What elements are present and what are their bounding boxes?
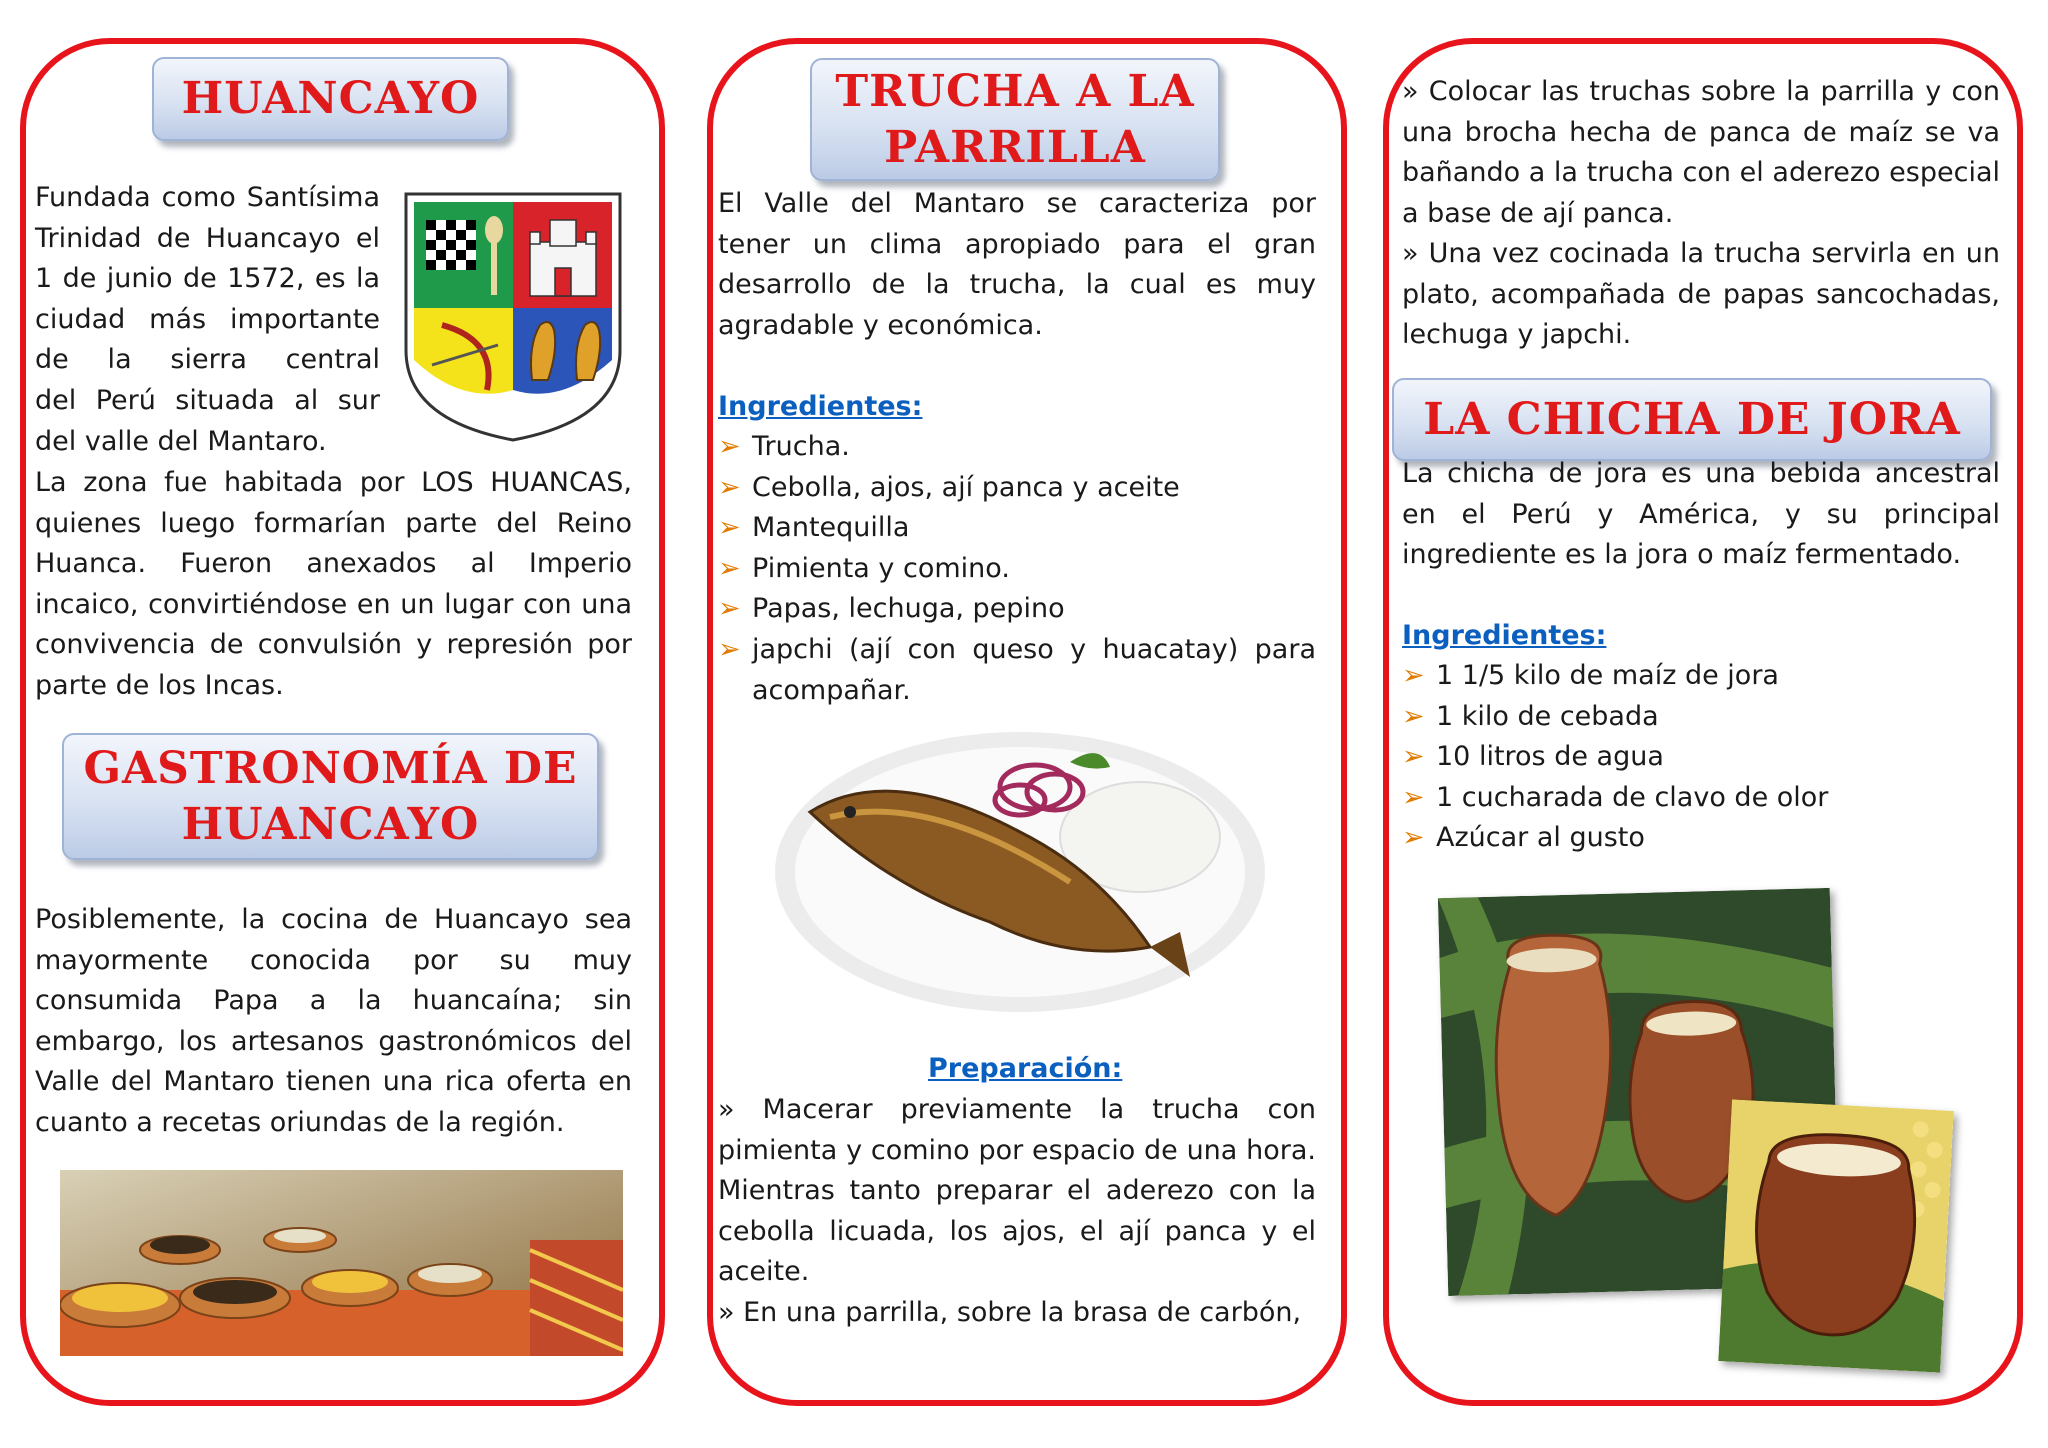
bullet-arrow-icon: ➢: [718, 633, 741, 665]
title-trucha: TRUCHA A LA PARRILLA: [810, 58, 1220, 181]
title-gastronomia: GASTRONOMÍA DE HUANCAYO: [62, 733, 599, 860]
preparation-step-1: » Macerar previamente la trucha con pimienta y comino por espacio de una hora. Mientras tanto preparar el aderezo con la cebolla licuada, los ajos, el ají panca y el aceite.: [718, 1094, 1316, 1288]
bullet-arrow-icon: ➢: [1402, 700, 1425, 732]
list-item: ➢ 1 kilo de cebada: [1402, 697, 2000, 738]
bullet-arrow-icon: ➢: [718, 552, 741, 584]
list-item: ➢ 1 cucharada de clavo de olor: [1402, 778, 2000, 819]
grilled-trout-photo: [770, 722, 1270, 1022]
list-item: ➢ Pimienta y comino.: [718, 549, 1316, 590]
bullet-arrow-icon: ➢: [1402, 741, 1425, 773]
title-chicha: LA CHICHA DE JORA: [1392, 378, 1992, 461]
bullet-arrow-icon: ➢: [1402, 822, 1425, 854]
preparation-heading: Preparación:: [928, 1053, 1123, 1084]
list-item: ➢ Cebolla, ajos, ají panca y aceite: [718, 468, 1316, 509]
list-item: ➢ Azúcar al gusto: [1402, 818, 2000, 859]
bullet-arrow-icon: ➢: [718, 593, 741, 625]
preparation-step-2: » En una parrilla, sobre la brasa de carbón,: [718, 1297, 1302, 1328]
list-item: ➢ Trucha.: [718, 427, 1316, 468]
trucha-intro: El Valle del Mantaro se caracteriza por tener un clima apropiado para el gran desarrollo de la trucha, la cual es muy agradable y económica.: [718, 188, 1316, 341]
list-item: ➢ 1 1/5 kilo de maíz de jora: [1402, 656, 2000, 697]
title-huancayo: HUANCAYO: [152, 57, 509, 141]
chicha-glass-photo: [1718, 1099, 1953, 1372]
preparation-cont-step-1: » Colocar las truchas sobre la parrilla y con una brocha hecha de panca de maíz se va bañando a la trucha con el aderezo especial a base de ají panca.: [1402, 76, 2000, 229]
ingredients-heading-trucha: Ingredientes:: [718, 391, 923, 422]
buffet-photo: [60, 1170, 623, 1356]
list-item: ➢ 10 litros de agua: [1402, 737, 2000, 778]
bullet-arrow-icon: ➢: [718, 512, 741, 544]
list-item: ➢ Mantequilla: [718, 508, 1316, 549]
ingredients-list-chicha: [1402, 656, 2000, 859]
preparation-cont-step-2: » Una vez cocinada la trucha servirla en un plato, acompañada de papas sancochadas, lechuga y japchi.: [1402, 238, 2000, 351]
bullet-arrow-icon: ➢: [718, 471, 741, 503]
list-item: ➢ japchi (ají con queso y huacatay) para acompañar.: [718, 630, 1316, 711]
chicha-intro: La chicha de jora es una bebida ancestral en el Perú y América, y su principal ingrediente es la jora o maíz fermentado.: [1402, 458, 2000, 571]
intro-paragraph: Fundada como Santísima Trinidad de Huancayo el 1 de junio de 1572, es la ciudad más importante de la sierra central del Perú situada al sur del valle del Mantaro.: [35, 182, 380, 457]
list-item: ➢ Papas, lechuga, pepino: [718, 589, 1316, 630]
coat-of-arms-image: [402, 190, 624, 444]
ingredients-list-trucha: [718, 427, 1316, 711]
bullet-arrow-icon: ➢: [718, 431, 741, 462]
bullet-arrow-icon: ➢: [1402, 781, 1425, 813]
history-paragraph: La zona fue habitada por LOS HUANCAS, quienes luego formarían parte del Reino Huanca. Fueron anexados al Imperio incaico, convirtiéndose en un lugar con una convivencia de convulsión y represión por parte de los Incas.: [35, 467, 632, 701]
gastronomy-paragraph: Posiblemente, la cocina de Huancayo sea mayormente conocida por su muy consumida Papa a la huancaína; sin embargo, los artesanos gastronómicos del Valle del Mantaro tienen una rica oferta en cuanto a recetas oriundas de la región.: [35, 904, 632, 1138]
bullet-arrow-icon: ➢: [1402, 660, 1425, 691]
ingredients-heading-chicha: Ingredientes:: [1402, 620, 1607, 651]
